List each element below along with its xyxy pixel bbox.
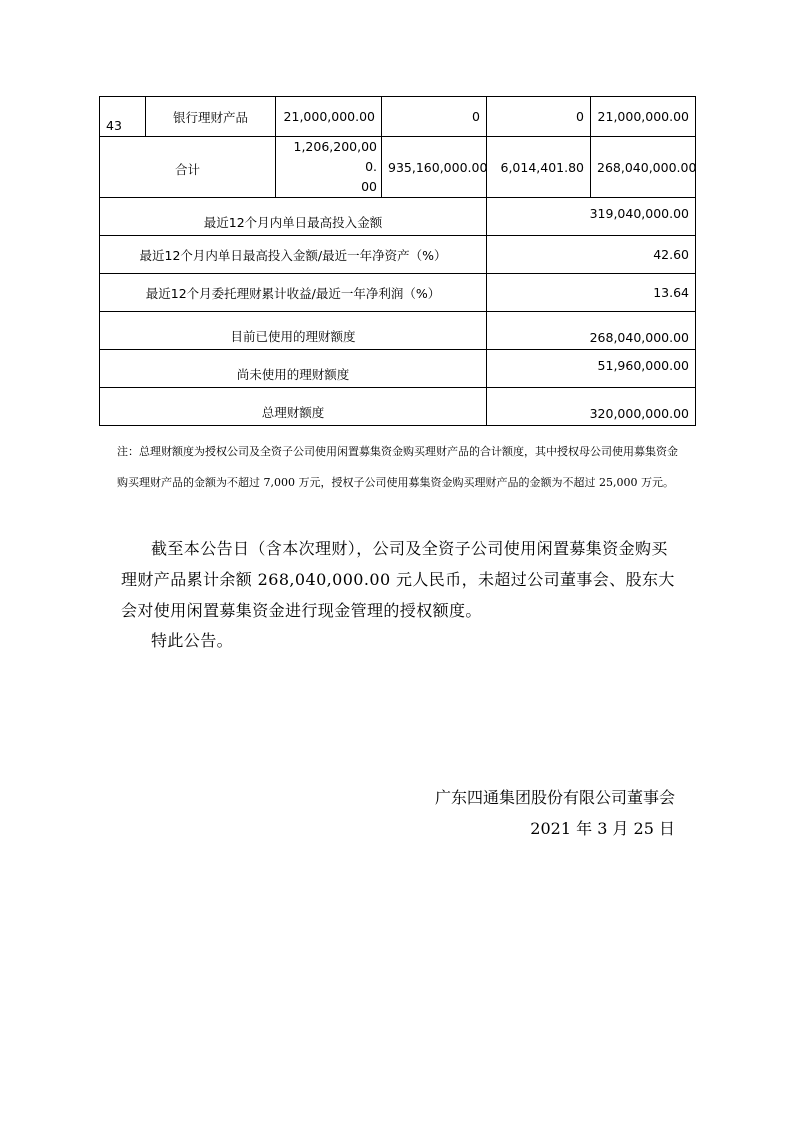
total-row bbox=[100, 137, 696, 198]
summary-label: 最近12个月委托理财累计收益/最近一年净利润（%） bbox=[100, 274, 487, 312]
summary-value: 268,040,000.00 bbox=[487, 312, 696, 350]
signature-company: 广东四通集团股份有限公司董事会 bbox=[434, 788, 675, 807]
summary-value: 320,000,000.00 bbox=[487, 388, 696, 426]
summary-row bbox=[100, 350, 696, 388]
table-note: 注：总理财额度为授权公司及全资子公司使用闲置募集资金购买理财产品的合计额度，其中授权母公司使用募集资金购买理财产品的金额为不超过 7,000 万元，授权子公司使用募集资金购买理财产品的金额为不超过 25,000 万元。 bbox=[117, 445, 678, 489]
summary-label: 总理财额度 bbox=[100, 388, 487, 426]
total-amount-redeemed: 935,160,000.00 bbox=[382, 137, 487, 198]
summary-value: 13.64 bbox=[487, 274, 696, 312]
summary-row bbox=[100, 312, 696, 350]
summary-row bbox=[100, 274, 696, 312]
total-amount-bought-line1: 1,206,200,000. bbox=[293, 139, 377, 174]
summary-value: 42.60 bbox=[487, 236, 696, 274]
summary-label: 尚未使用的理财额度 bbox=[100, 350, 487, 388]
total-label: 合计 bbox=[100, 137, 276, 198]
table-row bbox=[100, 97, 696, 137]
product-name: 银行理财产品 bbox=[146, 97, 276, 137]
summary-label: 最近12个月内单日最高投入金额 bbox=[100, 198, 487, 236]
summary-row bbox=[100, 198, 696, 236]
total-amount-bought bbox=[276, 137, 382, 198]
total-amount-bought-line2: 00 bbox=[361, 179, 377, 194]
amount-redeemed: 0 bbox=[382, 97, 487, 137]
amount-bought: 21,000,000.00 bbox=[276, 97, 382, 137]
row-index: 43 bbox=[100, 97, 146, 137]
amount-outstanding: 21,000,000.00 bbox=[591, 97, 696, 137]
total-amount-outstanding: 268,040,000.00 bbox=[591, 137, 696, 198]
closing-paragraph: 特此公告。 bbox=[151, 631, 234, 650]
summary-value: 51,960,000.00 bbox=[487, 350, 696, 388]
summary-row bbox=[100, 388, 696, 426]
signature-date: 2021 年 3 月 25 日 bbox=[530, 819, 675, 838]
total-income: 6,014,401.80 bbox=[487, 137, 591, 198]
income: 0 bbox=[487, 97, 591, 137]
summary-value: 319,040,000.00 bbox=[487, 198, 696, 236]
summary-row bbox=[100, 236, 696, 274]
wealth-management-table bbox=[99, 96, 696, 426]
summary-label: 最近12个月内单日最高投入金额/最近一年净资产（%） bbox=[100, 236, 487, 274]
summary-label: 目前已使用的理财额度 bbox=[100, 312, 487, 350]
body-paragraph: 截至本公告日（含本次理财），公司及全资子公司使用闲置募集资金购买理财产品累计余额 268,040,000.00 元人民币，未超过公司董事会、股东大会对使用闲置募集资金进行现金管理的授权额度。 bbox=[121, 539, 675, 620]
